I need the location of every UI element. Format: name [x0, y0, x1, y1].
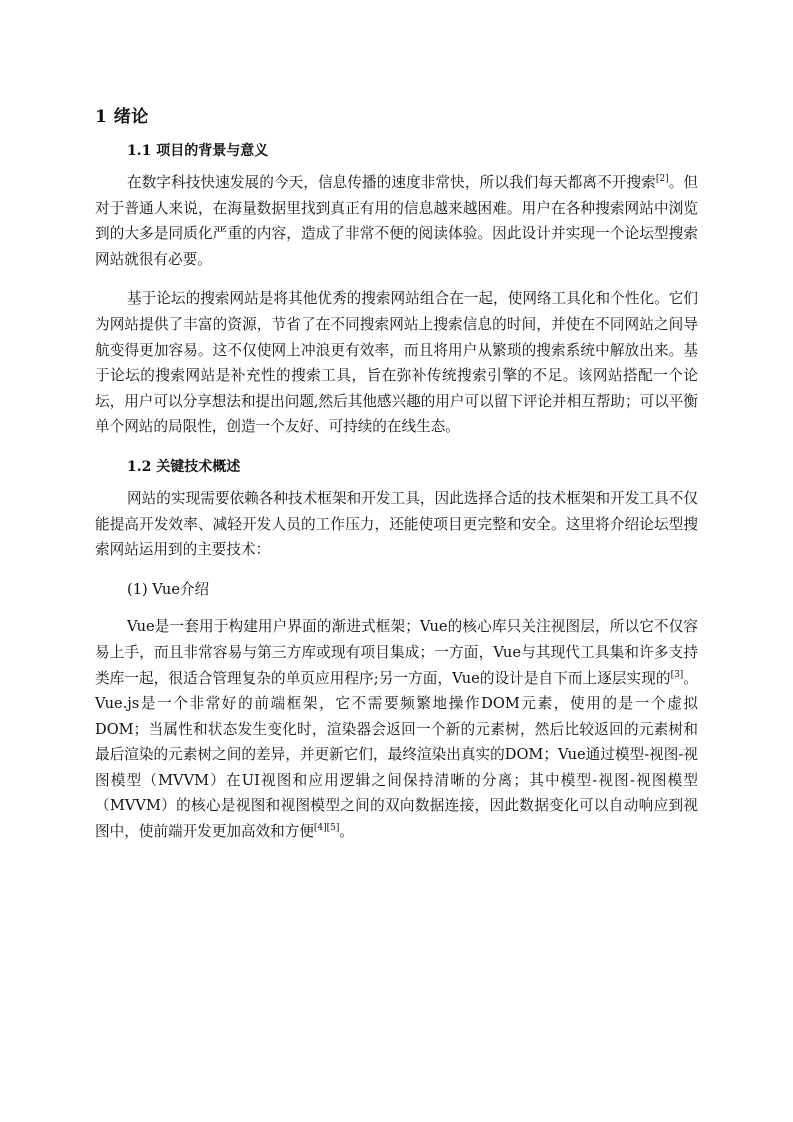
page-content: [95, 104, 698, 859]
citation-ref: [2]: [655, 174, 669, 185]
paragraph-background: [95, 170, 698, 272]
paragraph-text: 在数字科技快速发展的今天，信息传播的速度非常快，所以我们每天都离不开搜索: [127, 174, 656, 191]
vue-intro-heading: (1) Vue介绍: [127, 580, 210, 598]
chapter-heading: 1 绪论: [95, 107, 149, 127]
paragraph-tech-overview: 网站的实现需要依赖各种技术框架和开发工具，因此选择合适的技术框架和开发工具不仅能提高开发效率、减轻开发人员的工作压力，还能使项目更完整和安全。这里将介绍论坛型搜索网站运用到的主要技术：: [95, 489, 698, 559]
section-heading-1-2: 1.2 关键技术概述: [127, 458, 241, 475]
paragraph-text: 。但对于普通人来说，在海量数据里找到真正有用的信息越来越困难。用户在各种搜索网站中浏览到的大多是同质化严重的内容，造成了非常不便的阅读体验。因此设计并实现一个论坛型搜索网站就很有必要。: [95, 174, 698, 268]
citation-ref: [4][5]: [313, 823, 340, 834]
paragraph-text: 。: [339, 823, 355, 841]
paragraph-vue: [95, 614, 698, 844]
citation-ref: [3]: [670, 669, 684, 680]
paragraph-forum-search: 基于论坛的搜索网站是将其他优秀的搜索网站组合在一起，使网络工具化和个性化。它们为网站提供了丰富的资源，节省了在不同搜索网站上搜索信息的时间，并使在不同网站之间导航变得更加容易。这不仅使网上冲浪更有效率，而且将用户从繁琐的搜索系统中解放出来。基于论坛的搜索网站是补充性的搜索工具，旨在弥补传统搜索引擎的不足。该网站搭配一个论坛，用户可以分享想法和提出问题,然后其他感兴趣的用户可以留下评论并相互帮助；可以平衡单个网站的局限性，创造一个友好、可持续的在线生态。: [95, 290, 698, 436]
paragraph-text: 。Vue.js是一个非常好的前端框架，它不需要频繁地操作DOM元素，使用的是一个虚拟DOM；当属性和状态发生变化时，渲染器会返回一个新的元素树，然后比较返回的元素树和最后渲染的元素树之间的差异，并更新它们，最终渲染出真实的DOM；Vue通过模型-视图-视图模型（MVVM）在UI视图和应用逻辑之间保持清晰的分离；其中模型-视图-视图模型（MVVM）的核心是视图和视图模型之间的双向数据连接，因此数据变化可以自动响应到视图中，使前端开发更加高效和方便: [95, 669, 698, 841]
section-heading-1-1: 1.1 项目的背景与意义: [127, 143, 269, 159]
paragraph-text: Vue是一套用于构建用户界面的渐进式框架；Vue的核心库只关注视图层，所以它不仅容易上手，而且非常容易与第三方库或现有项目集成；一方面，Vue与其现代工具集和许多支持类库一起，很适合管理复杂的单页应用程序;另一方面，Vue的设计是自下而上逐层实现的: [95, 618, 698, 687]
